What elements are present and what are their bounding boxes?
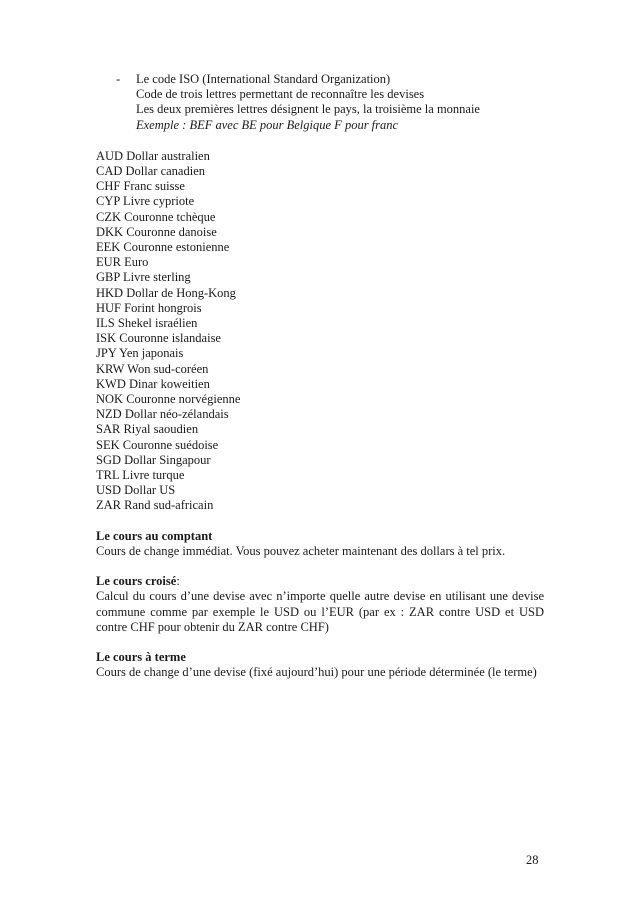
currency-item: SEK Couronne suédoise [96, 437, 219, 452]
currency-item: TRL Livre turque [96, 468, 185, 483]
currency-item: CYP Livre cypriote [96, 194, 195, 209]
currency-item: SAR Riyal saoudien [96, 422, 199, 437]
section-title: Le cours au comptant [96, 528, 213, 543]
currency-item: HKD Dollar de Hong-Kong [96, 285, 236, 300]
page-number: 28 [526, 853, 539, 867]
section-body: Cours de change immédiat. Vous pouvez acheter maintenant des dollars à tel prix. [96, 543, 506, 558]
currency-item: ZAR Rand sud-africain [96, 498, 214, 513]
currency-item: NOK Couronne norvégienne [96, 392, 241, 407]
currency-item: CHF Franc suisse [96, 179, 185, 194]
section-title-line [96, 574, 544, 589]
iso-line-example: Exemple : BEF avec BE pour Belgique F pour franc [136, 117, 399, 132]
currency-item: DKK Couronne danoise [96, 224, 217, 239]
section-title: Le cours à terme [96, 649, 186, 664]
iso-code-block [96, 72, 544, 133]
iso-line-title: Le code ISO (International Standard Organization) [136, 72, 391, 86]
currency-list [96, 149, 544, 514]
currency-item: CAD Dollar canadien [96, 164, 205, 179]
currency-item: AUD Dollar australien [96, 148, 210, 163]
section-cours-terme [96, 650, 544, 680]
currency-item: USD Dollar US [96, 483, 176, 498]
currency-item: EUR Euro [96, 255, 149, 270]
section-cours-comptant [96, 529, 544, 559]
currency-item: JPY Yen japonais [96, 346, 184, 361]
section-body: Calcul du cours d’une devise avec n’importe quelle autre devise en utilisant une devise commune comme par exemple le USD ou l’EUR (par ex : ZAR contre USD et USD contre CHF pour obtenir du ZAR contre CHF) [96, 589, 544, 634]
iso-line-definition: Code de trois lettres permettant de reconnaître les devises [136, 87, 425, 102]
iso-line-letters: Les deux premières lettres désignent le pays, la troisième la monnaie [136, 102, 480, 117]
currency-item: GBP Livre sterling [96, 270, 191, 285]
currency-item: KRW Won sud-coréen [96, 361, 209, 376]
currency-item: ILS Shekel israélien [96, 316, 198, 331]
page-content [96, 72, 544, 680]
currency-item: CZK Couronne tchèque [96, 209, 216, 224]
section-title-colon: : [176, 574, 180, 589]
list-dash: - [116, 72, 121, 86]
currency-item: KWD Dinar koweitien [96, 376, 210, 391]
section-title: Le cours croisé [96, 574, 177, 589]
currency-item: NZD Dollar néo-zélandais [96, 407, 229, 422]
currency-item: ISK Couronne islandaise [96, 331, 221, 346]
section-body: Cours de change d’une devise (fixé aujourd’hui) pour une période déterminée (le terme) [96, 665, 537, 680]
currency-item: SGD Dollar Singapour [96, 452, 211, 467]
currency-item: HUF Forint hongrois [96, 300, 202, 315]
currency-item: EEK Couronne estonienne [96, 240, 230, 255]
section-cours-croise [96, 574, 544, 635]
